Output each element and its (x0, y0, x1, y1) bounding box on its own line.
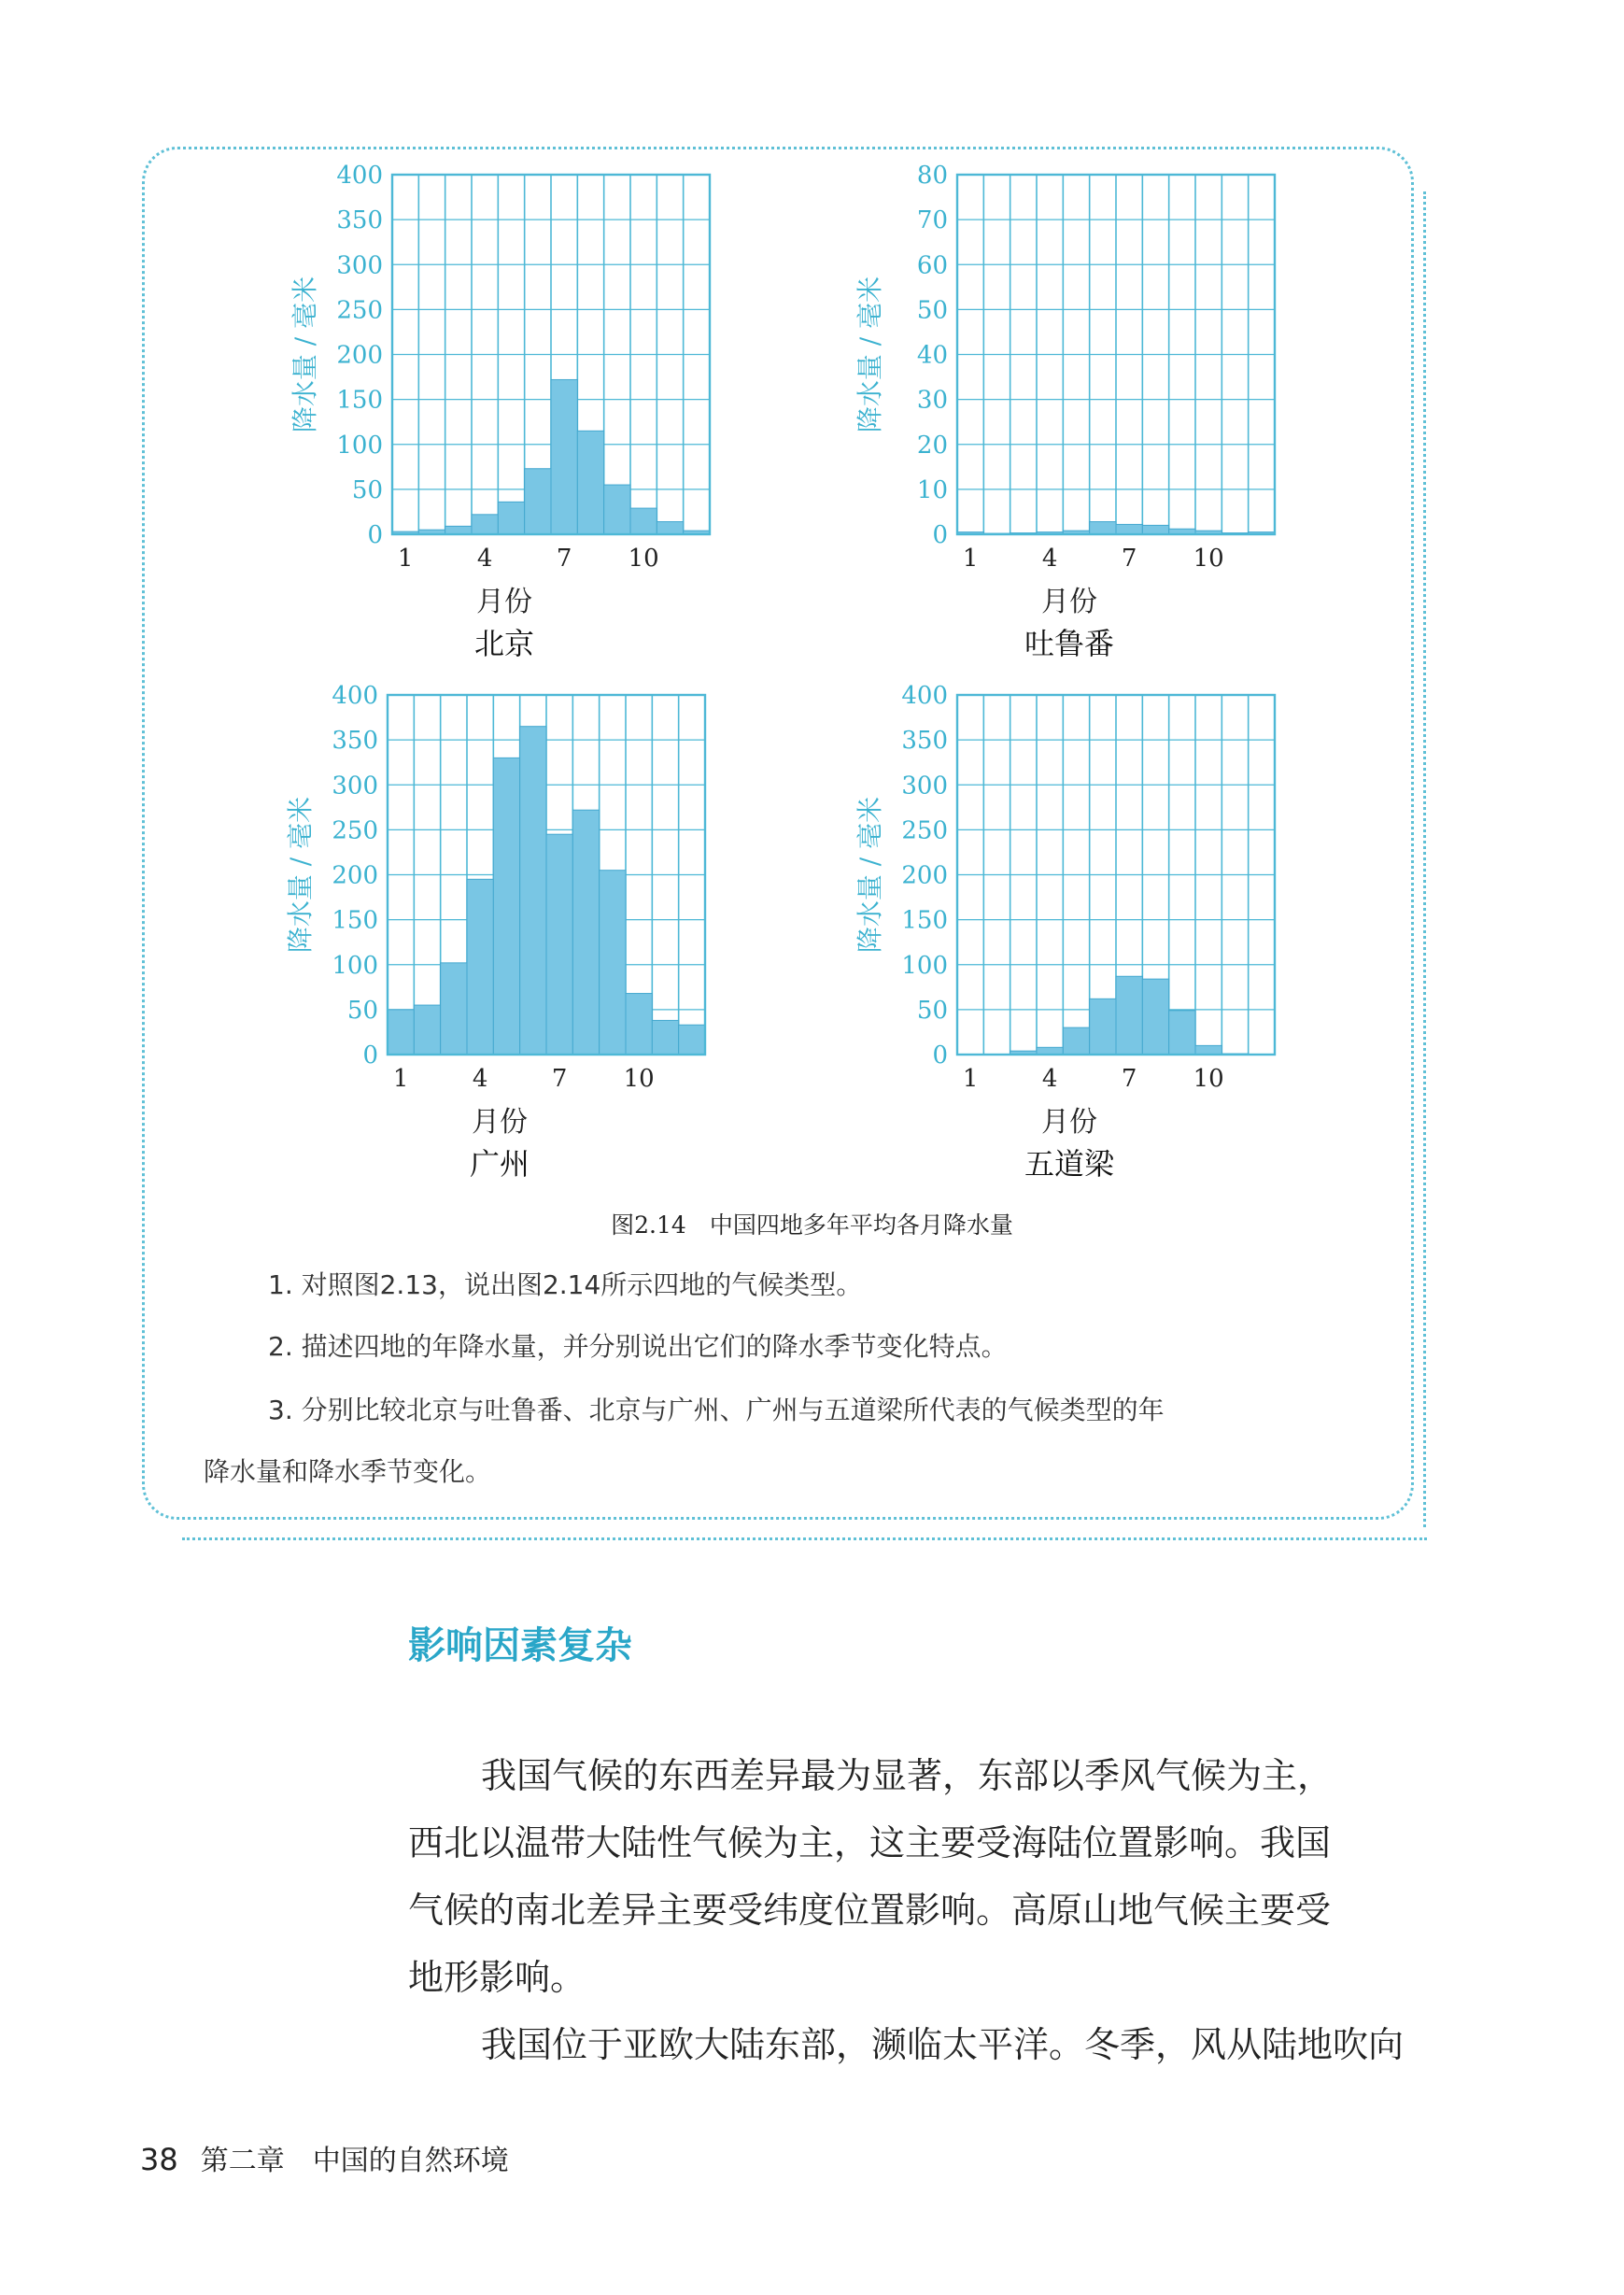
x-tick-label: 7 (1121, 1065, 1137, 1093)
x-axis-label: 月份 (1041, 1106, 1097, 1139)
y-tick-label: 250 (332, 816, 378, 845)
bar-month-5 (498, 502, 524, 534)
frame-shadow-right (1423, 191, 1426, 1527)
y-axis-label: 降水量 / 毫米 (854, 276, 885, 433)
y-tick-label: 200 (336, 341, 383, 370)
bar-month-11 (657, 522, 683, 534)
bar-month-9 (1169, 1011, 1195, 1055)
x-tick-label: 10 (628, 545, 659, 573)
x-tick-label: 1 (962, 545, 979, 573)
y-tick-label: 0 (932, 1041, 948, 1070)
x-tick-label: 1 (392, 1065, 409, 1093)
y-tick-label: 300 (332, 772, 378, 800)
chart-guangzhou (266, 674, 761, 1197)
y-tick-label: 300 (336, 251, 383, 280)
bar-month-7 (1116, 524, 1142, 534)
x-tick-label: 1 (962, 1065, 979, 1093)
y-tick-label: 200 (332, 861, 378, 890)
y-tick-label: 20 (916, 431, 948, 460)
y-tick-label: 50 (351, 475, 383, 504)
y-tick-label: 100 (336, 431, 383, 460)
bar-month-6 (1090, 522, 1116, 534)
x-tick-label: 10 (623, 1065, 655, 1093)
page-footer (140, 2137, 509, 2178)
y-tick-label: 50 (916, 996, 948, 1025)
chart-title: 广州 (469, 1146, 530, 1182)
bar-month-8 (577, 431, 603, 534)
section-title: 影响因素复杂 (408, 1623, 632, 1667)
bar-month-10 (630, 508, 657, 534)
bar-month-2 (414, 1005, 440, 1055)
bar-month-5 (1063, 1027, 1089, 1055)
x-tick-label: 4 (476, 545, 493, 573)
page-number: 38 (140, 2142, 178, 2177)
y-tick-label: 300 (901, 772, 948, 800)
bar-month-7 (1116, 976, 1142, 1055)
bar-month-8 (572, 810, 599, 1055)
y-tick-label: 150 (336, 386, 383, 415)
question-2: 2. 描述四地的年降水量，并分别说出它们的降水季节变化特点。 (268, 1331, 1008, 1362)
y-tick-label: 0 (367, 521, 383, 549)
y-tick-label: 100 (332, 951, 378, 980)
x-tick-label: 4 (472, 1065, 488, 1093)
paragraph-line-2: 西北以温带大陆性气候为主，这主要受海陆位置影响。我国 (408, 1822, 1332, 1863)
paragraph-line-1: 我国气候的东西差异最为显著，东部以季风气候为主， (481, 1755, 1334, 1796)
y-tick-label: 150 (332, 906, 378, 935)
frame-shadow-bottom (182, 1537, 1427, 1540)
chart-beijing (271, 154, 766, 677)
y-tick-label: 10 (916, 475, 948, 504)
y-tick-label: 350 (901, 727, 948, 756)
question-3-continued: 降水量和降水季节变化。 (204, 1456, 492, 1487)
x-tick-label: 4 (1041, 545, 1058, 573)
bar-month-9 (604, 485, 630, 534)
y-tick-label: 400 (332, 682, 378, 710)
x-axis-label: 月份 (472, 1106, 528, 1139)
bar-month-12 (679, 1025, 705, 1055)
figure-caption: 图2.14 中国四地多年平均各月降水量 (611, 1211, 1013, 1239)
x-axis-label: 月份 (476, 586, 532, 618)
y-axis-label: 降水量 / 毫米 (854, 796, 885, 954)
bar-month-6 (520, 727, 546, 1055)
y-tick-label: 400 (901, 682, 948, 710)
y-tick-label: 350 (332, 727, 378, 756)
y-tick-label: 40 (916, 341, 948, 370)
paragraph-line-3: 气候的南北差异主要受纬度位置影响。高原山地气候主要受 (408, 1890, 1332, 1931)
x-tick-label: 7 (1121, 545, 1137, 573)
y-tick-label: 80 (916, 162, 948, 190)
x-tick-label: 10 (1193, 1065, 1224, 1093)
x-tick-label: 7 (556, 545, 572, 573)
y-axis-label: 降水量 / 毫米 (285, 796, 316, 954)
y-tick-label: 250 (336, 296, 383, 325)
bar-month-7 (551, 379, 577, 534)
bar-month-10 (1195, 1045, 1222, 1055)
chart-title: 北京 (473, 626, 535, 661)
y-tick-label: 0 (362, 1041, 378, 1070)
paragraph-line-4: 地形影响。 (408, 1957, 586, 1998)
bar-month-7 (546, 834, 572, 1055)
chart-turpan (836, 154, 1331, 677)
chart-wudaoliang (836, 674, 1331, 1197)
bar-month-3 (441, 963, 467, 1055)
chapter-title: 第二章 中国的自然环境 (200, 2145, 509, 2177)
bar-month-3 (445, 526, 472, 534)
y-tick-label: 200 (901, 861, 948, 890)
y-tick-label: 30 (916, 386, 948, 415)
paragraph-line-5: 我国位于亚欧大陆东部，濒临太平洋。冬季，风从陆地吹向 (481, 2024, 1405, 2065)
bar-month-4 (467, 879, 493, 1055)
bar-month-10 (626, 994, 652, 1055)
question-1: 1. 对照图2.13，说出图2.14所示四地的气候类型。 (268, 1269, 863, 1300)
bar-month-1 (388, 1010, 414, 1055)
y-tick-label: 350 (336, 206, 383, 235)
y-tick-label: 400 (336, 162, 383, 190)
bar-month-11 (652, 1020, 678, 1055)
y-axis-label: 降水量 / 毫米 (289, 276, 320, 433)
y-tick-label: 70 (916, 206, 948, 235)
bar-month-8 (1142, 979, 1168, 1055)
chart-title: 吐鲁番 (1024, 626, 1115, 661)
y-tick-label: 150 (901, 906, 948, 935)
y-tick-label: 100 (901, 951, 948, 980)
bar-month-4 (472, 515, 498, 534)
bar-month-6 (525, 469, 551, 534)
chart-title: 五道梁 (1024, 1146, 1115, 1182)
y-tick-label: 50 (346, 996, 378, 1025)
x-tick-label: 1 (397, 545, 414, 573)
y-tick-label: 0 (932, 521, 948, 549)
x-tick-label: 10 (1193, 545, 1224, 573)
question-3: 3. 分别比较北京与吐鲁番、北京与广州、广州与五道梁所代表的气候类型的年 (268, 1395, 1165, 1425)
y-tick-label: 50 (916, 296, 948, 325)
y-tick-label: 60 (916, 251, 948, 280)
x-axis-label: 月份 (1041, 586, 1097, 618)
x-tick-label: 7 (551, 1065, 568, 1093)
y-tick-label: 250 (901, 816, 948, 845)
bar-month-9 (600, 871, 626, 1055)
bar-month-5 (493, 758, 519, 1055)
x-tick-label: 4 (1041, 1065, 1058, 1093)
bar-month-6 (1090, 999, 1116, 1055)
bar-month-8 (1142, 525, 1168, 534)
